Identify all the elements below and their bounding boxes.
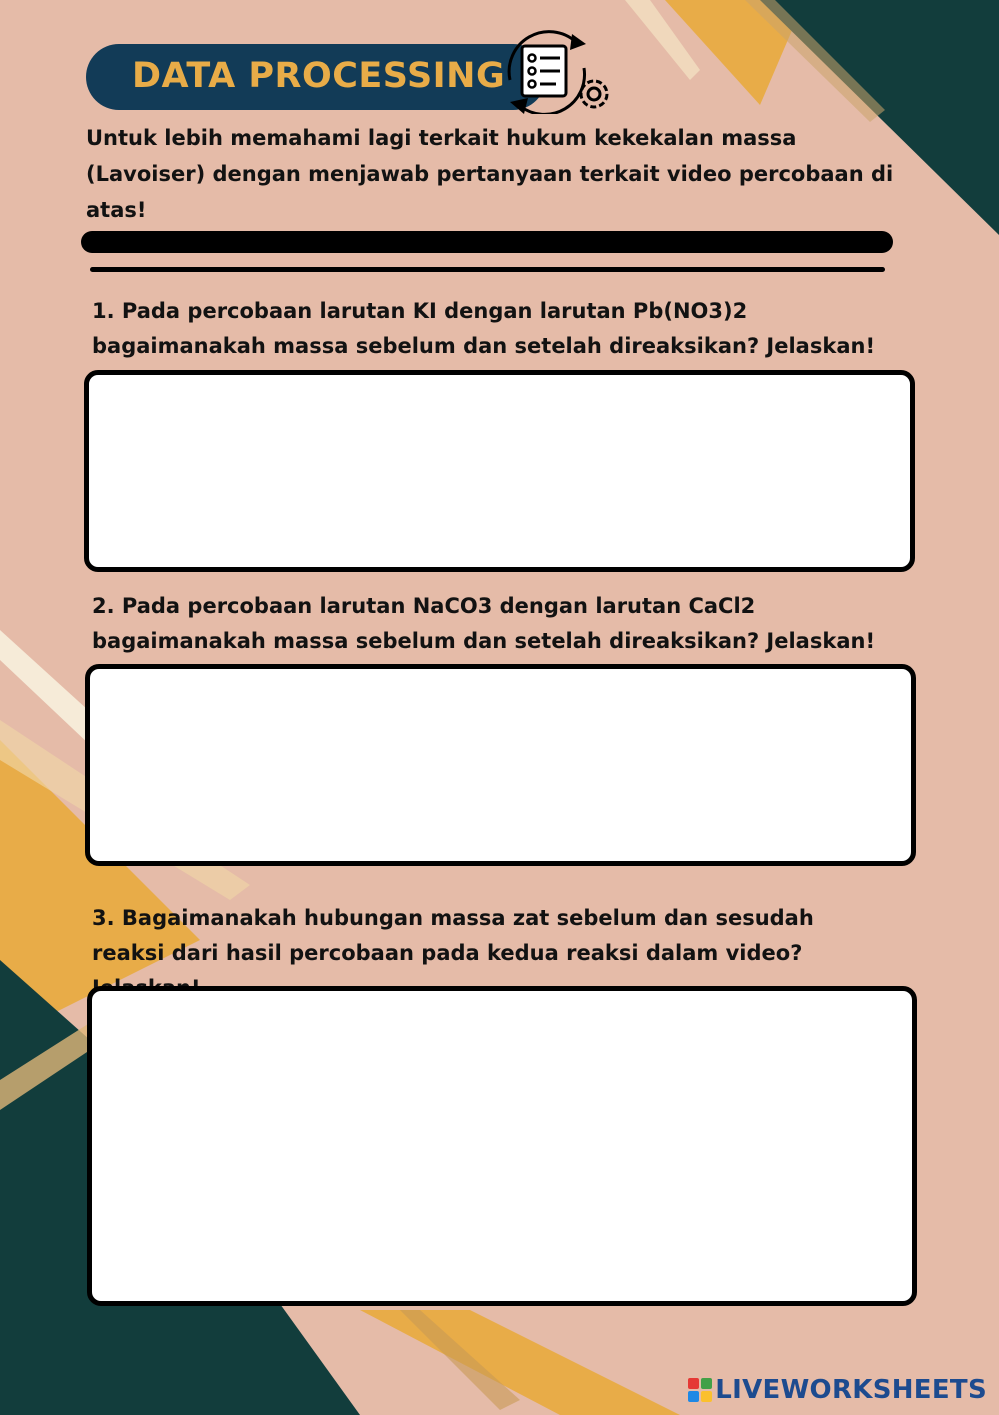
divider-thick [81, 231, 893, 253]
divider-thin [90, 267, 885, 272]
page-title: DATA PROCESSING [132, 56, 506, 96]
intro-text: Untuk lebih memahami lagi terkait hukum kekekalan massa (Lavoiser) dengan menjawab pertanyaan terkait video percobaan di atas! [86, 126, 894, 222]
question-2: 2. Pada percobaan larutan NaCO3 dengan larutan CaCl2 bagaimanakah massa sebelum dan setelah direaksikan? Jelaskan! [92, 594, 876, 653]
liveworksheets-logo-icon [687, 1377, 713, 1403]
liveworksheets-brand[interactable] [687, 1370, 987, 1410]
answer-box-1[interactable] [84, 370, 915, 572]
answer-box-3[interactable] [87, 986, 917, 1306]
question-1: 1. Pada percobaan larutan KI dengan larutan Pb(NO3)2 bagaimanakah massa sebelum dan setelah direaksikan? Jelaskan! [92, 299, 876, 358]
data-processing-gear-icon [498, 28, 616, 114]
answer-box-2[interactable] [85, 664, 916, 866]
brand-name: LIVEWORKSHEETS [715, 1375, 987, 1405]
question-3: 3. Bagaimanakah hubungan massa zat sebelum dan sesudah reaksi dari hasil percobaan pada kedua reaksi dalam video? [92, 906, 814, 965]
